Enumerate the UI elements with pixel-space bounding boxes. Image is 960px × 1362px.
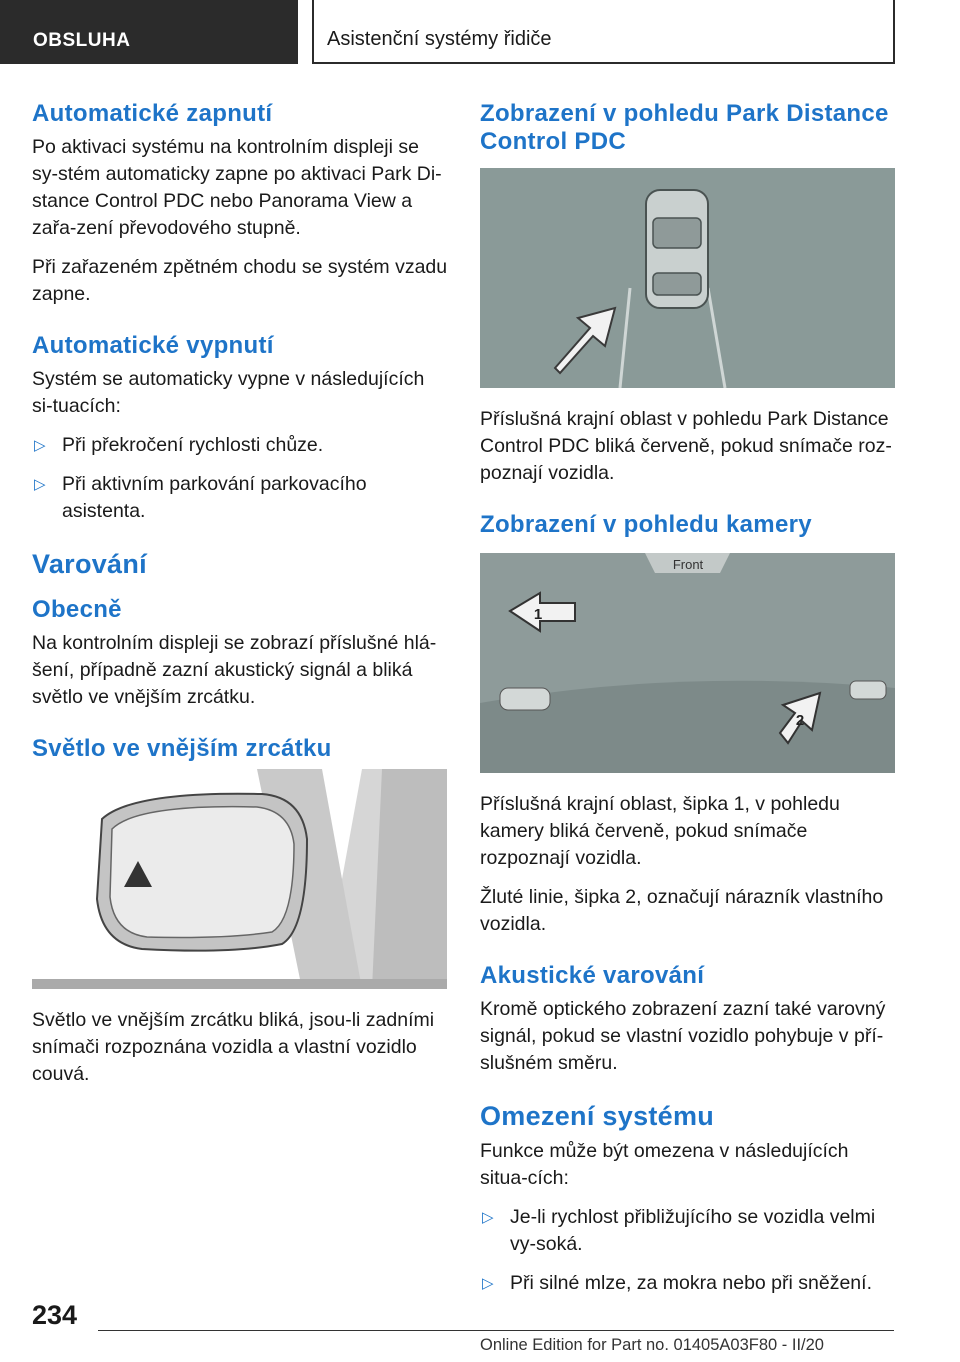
triangle-bullet-icon: ▷ <box>482 1275 494 1292</box>
footer-divider <box>98 1330 894 1331</box>
figure-caption: Světlo ve vnějším zrcátku bliká, jsou-li zadními snímači rozpoznána vozidla a vlastní vozidlo couvá. <box>32 1009 435 1085</box>
heading-auto-off: Automatické vypnutí <box>32 332 274 359</box>
header-section-title: OBSLUHA <box>33 30 131 51</box>
heading-pdc: Zobrazení v pohledu Park Distance Control PDC <box>480 100 889 155</box>
paragraph: Při zařazeném zpětném chodu se systém vzadu zapne. <box>32 256 448 305</box>
heading-general: Obecně <box>32 596 122 623</box>
figure-caption: Žluté linie, šipka 2, označují nárazník vlastního vozidla. <box>480 886 884 935</box>
triangle-bullet-icon: ▷ <box>34 476 46 493</box>
paragraph: Systém se automaticky vypne v následujících si-tuacích: <box>32 368 425 417</box>
paragraph: Funkce může být omezena v následujících situa-cích: <box>480 1140 849 1189</box>
paragraph: Kromě optického zobrazení zazní také varovný signál, pokud se vlastní vozidlo pohybuje v pří-slušném směru. <box>480 998 886 1074</box>
paragraph: Na kontrolním displeji se zobrazí příslušné hlá-šení, případně zazní akustický signál a bliká světlo ve vnějším zrcátku. <box>32 632 437 708</box>
header-section-tab <box>0 0 298 64</box>
list-item: ▷ Při silné mlze, za mokra nebo při sněžení. <box>480 1270 896 1297</box>
bullet-list <box>480 1204 896 1297</box>
heading-camera: Zobrazení v pohledu kamery <box>480 511 812 538</box>
heading-limits: Omezení systému <box>480 1101 715 1131</box>
figure-caption: Příslušná krajní oblast, šipka 1, v pohledu kamery bliká červeně, pokud snímače rozpoznají vozidla. <box>480 793 840 869</box>
heading-warning: Varování <box>32 549 147 579</box>
front-label: Front <box>672 557 704 572</box>
camera-illustration <box>480 553 895 773</box>
paragraph: Po aktivaci systému na kontrolním displeji se sy-stém automaticky zapne po aktivaci Park Di-stance Control PDC nebo Panorama View a zařa-zení převodového stupně. <box>32 136 442 239</box>
page-number: 234 <box>32 1300 78 1330</box>
heading-acoustic: Akustické varování <box>480 962 705 989</box>
header-chapter-tab <box>312 0 895 64</box>
mirror-drawing <box>32 769 447 989</box>
triangle-bullet-icon: ▷ <box>482 1209 494 1226</box>
mirror-illustration <box>32 769 447 989</box>
heading-mirror: Světlo ve vnějším zrcátku <box>32 735 332 762</box>
arrow-2-label: 2 <box>795 712 805 729</box>
bullet-list <box>32 432 448 525</box>
header-chapter-title: Asistenční systémy řidiče <box>327 28 552 50</box>
arrow-1-label: 1 <box>533 606 543 623</box>
right-column <box>480 100 896 1309</box>
triangle-bullet-icon: ▷ <box>34 437 46 454</box>
footer-edition: Online Edition for Part no. 01405A03F80 - II/20 <box>480 1336 824 1354</box>
list-item: ▷ Při aktivním parkování parkovacího asistenta. <box>34 473 367 522</box>
pdc-drawing <box>480 168 895 388</box>
pdc-illustration <box>480 168 895 388</box>
heading-auto-on: Automatické zapnutí <box>32 100 273 127</box>
camera-drawing <box>480 553 895 773</box>
left-column <box>32 100 448 1100</box>
list-item: ▷ Je-li rychlost přibližujícího se vozidla velmi vy-soká. <box>482 1206 876 1255</box>
list-item: ▷ Při překročení rychlosti chůze. <box>32 432 448 459</box>
figure-caption: Příslušná krajní oblast v pohledu Park Distance Control PDC bliká červeně, pokud snímače roz-poznají vozidla. <box>480 408 892 484</box>
